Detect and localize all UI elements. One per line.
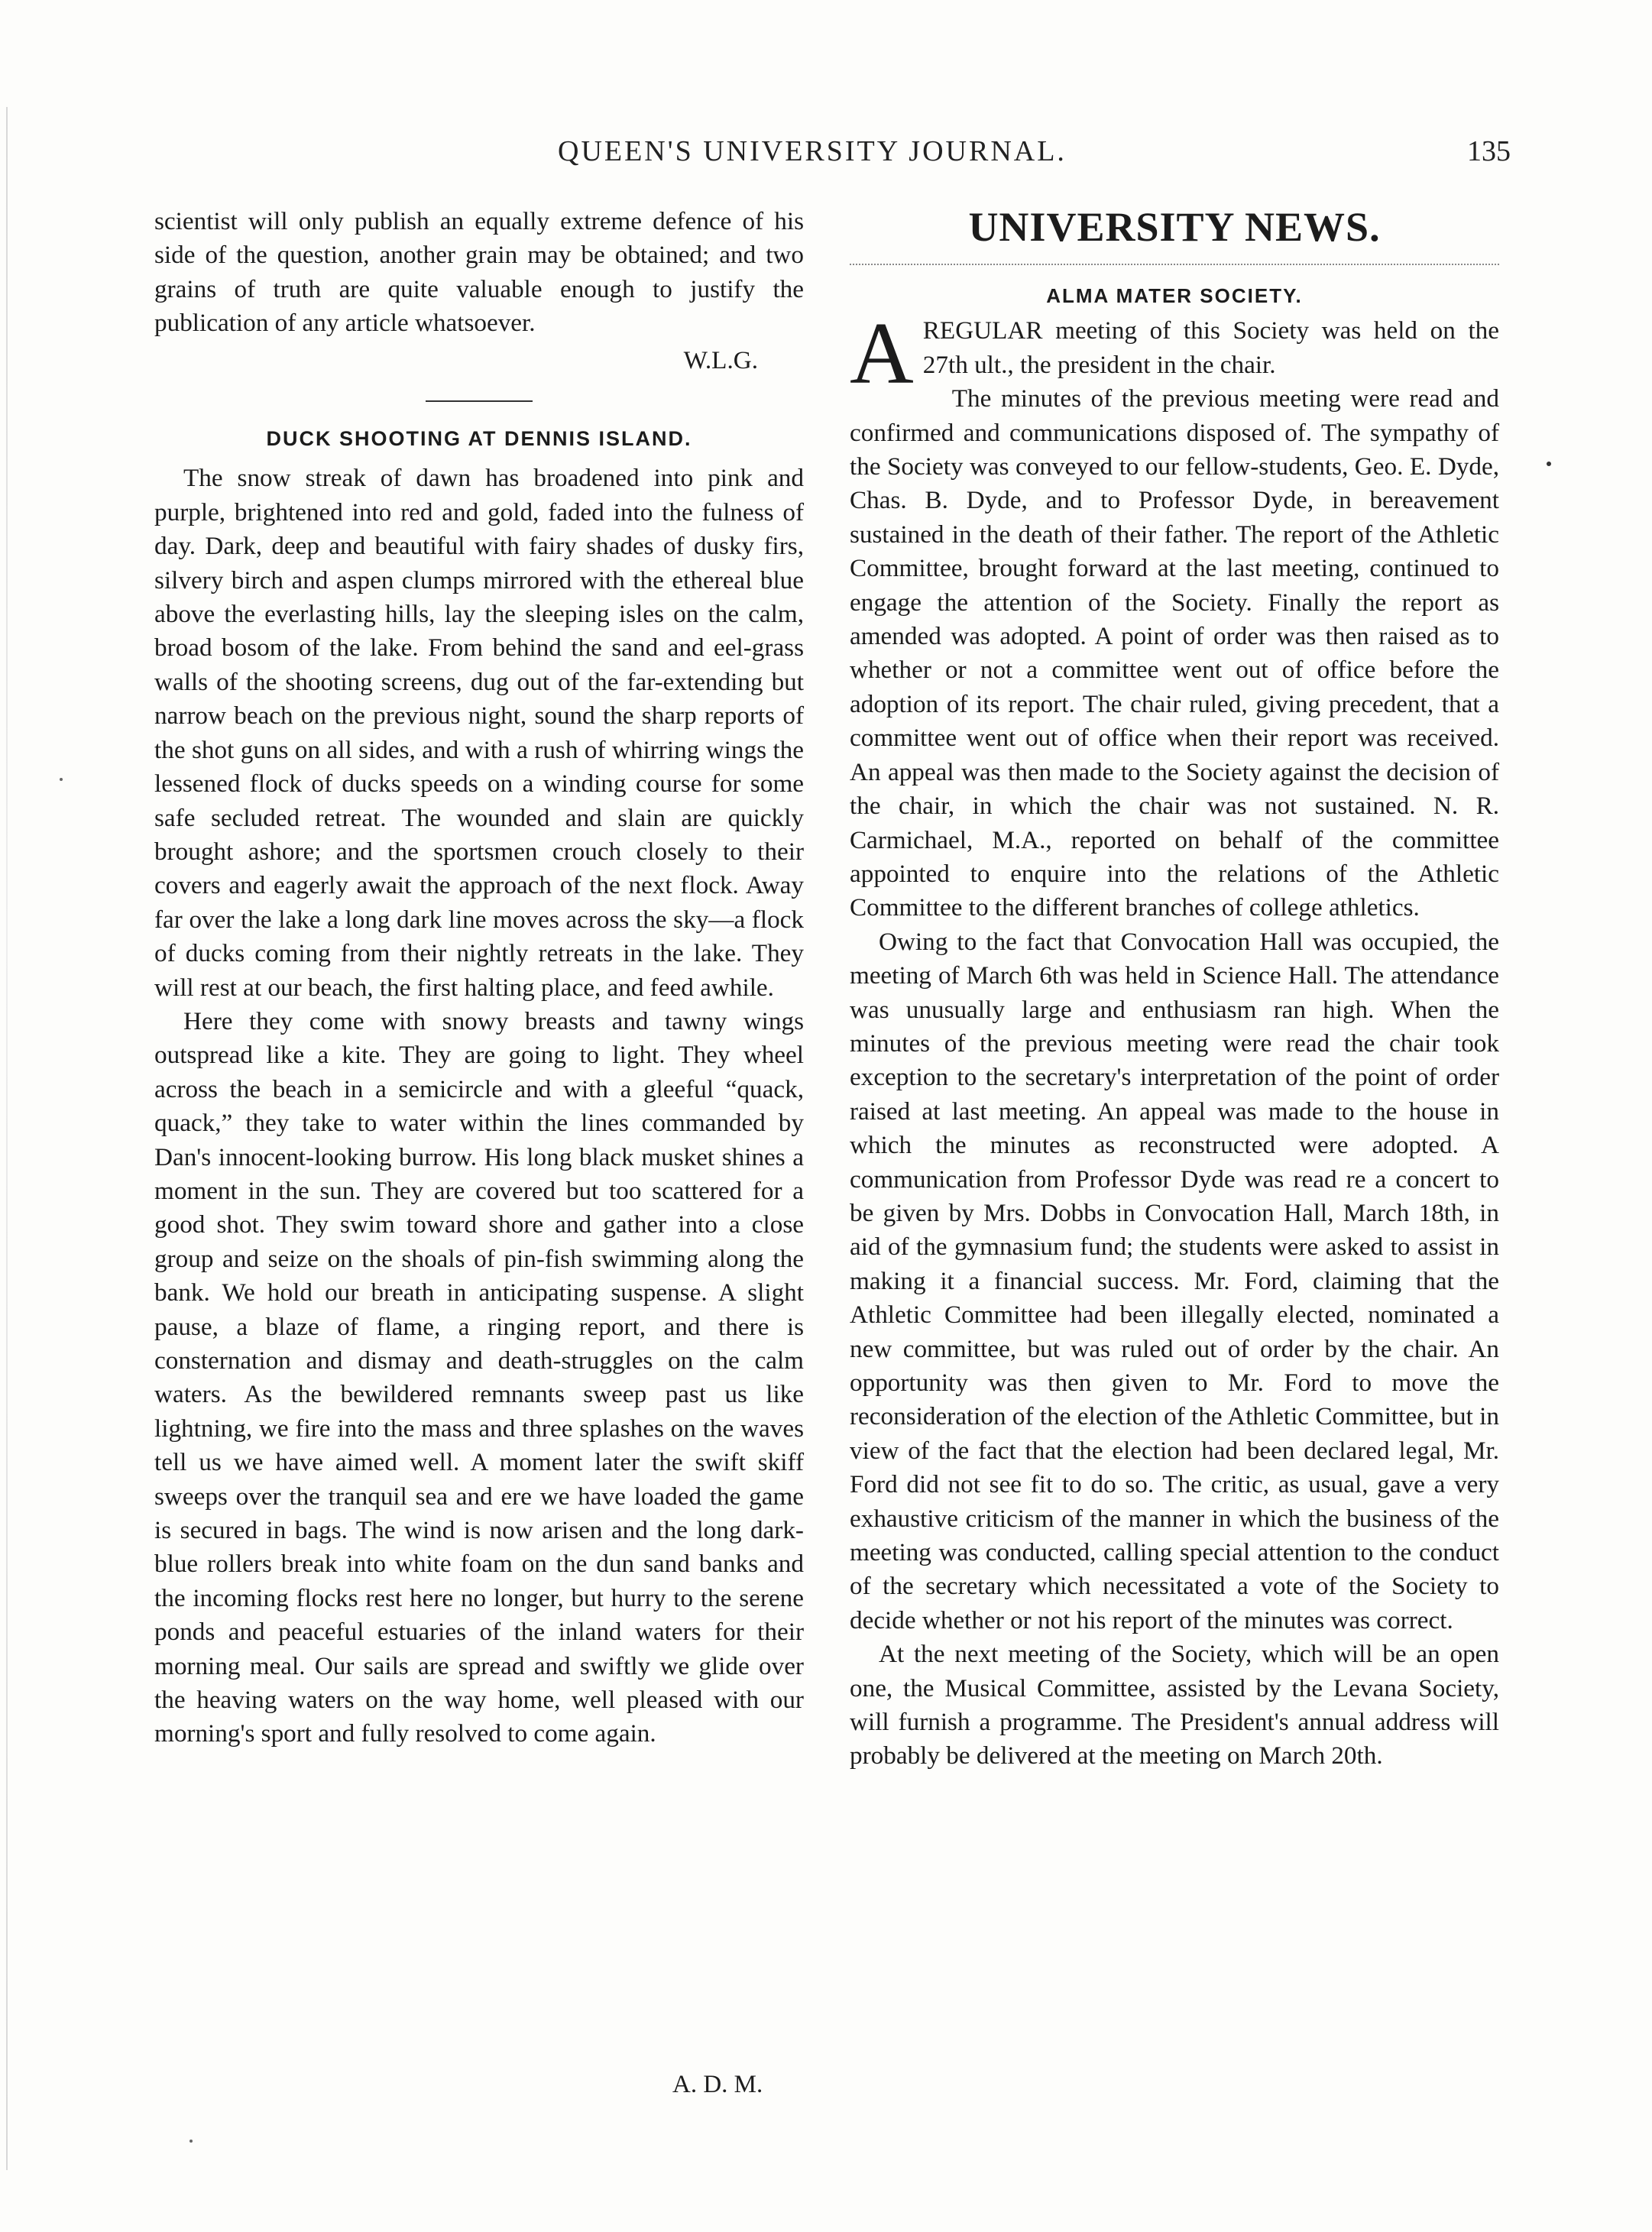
section-divider xyxy=(850,264,1499,265)
lead-word: REGULAR xyxy=(922,316,1043,345)
page-number: 135 xyxy=(1467,135,1511,167)
news-paragraph: The minutes of the previous meeting were read and confirmed and communications disposed of. The sympathy of the Society was conveyed to our fellow-students, Geo. E. Dyde, Chas. B. Dyde, and to Professor Dyde, in bereavement sustained in the death of their father. The report of the Athletic Committee, brought forward at the last meeting, continued to engage the attention of the Society. Finally the report as amended was adopted. A point of order was then raised as to whether or not a committee went out of office before the adoption of its report. The chair ruled, giving precedent, that a committee went out of office when their report was received. An appeal was then made to the Society against the decision of the chair, in which the chair was not sustained. N. R. Carmichael, M.A., reported on behalf of the committee appointed to enquire into the relations of the Athletic Committee to the different branches of college athletics. xyxy=(850,384,1499,922)
article-title: DUCK SHOOTING AT DENNIS ISLAND. xyxy=(266,427,692,451)
section-title: UNIVERSITY NEWS. xyxy=(968,204,1381,250)
print-speck xyxy=(189,2140,193,2143)
news-lead-paragraph xyxy=(850,305,1500,403)
running-title: QUEEN'S UNIVERSITY JOURNAL. xyxy=(558,135,1067,167)
right-column xyxy=(850,202,1499,1774)
lead-text: meeting of this Society was held on the 27th ult., the president in the chair. xyxy=(922,316,1500,379)
subsection-title: ALMA MATER SOCIETY. xyxy=(1046,284,1303,307)
left-column xyxy=(154,205,804,1751)
news-paragraph: At the next meeting of the Society, which will be an open one, the Musical Committee, assisted by the Levana Society, will furnish a programme. The President's annual address will probably be delivered at the meeting on March 20th. xyxy=(850,1640,1499,1770)
page-edge-line xyxy=(6,107,8,2170)
article-paragraph: Here they come with snowy breasts and tawny wings outspread like a kite. They are going to light. They wheel across the beach in a semicircle and with a gleeful “quack, quack,” they take to water within the lines commanded by Dan's innocent-looking burrow. His long black musket shines a moment in the sun. They are covered but too scattered for a good shot. They swim toward shore and gather into a close group and seize on the shoals of pin-fish swimming along the bank. We hold our breath in anticipating suspense. A slight pause, a blaze of flame, a ringing report, and there is consternation and dismay and death-struggles on the calm waters. As the bewildered remnants sweep past us like lightning, we fire into the mass and three splashes on the waves tell us we have aimed well. A moment later the swift skiff sweeps over the tranquil sea and ere we have loaded the game is secured in bags. The wind is now arisen and the long dark-blue rollers break into white foam on the dun sand banks and the incoming flocks rest here no longer, but hurry to the serene ponds and peaceful estuaries of the inland waters for their morning meal. Our sails are spread and swiftly we glide over the heaving waters on the way home, well pleased with our morning's sport and fully resolved to come again. xyxy=(154,1006,804,1748)
article-signature: A. D. M. xyxy=(672,2071,763,2098)
continuation-signature: W.L.G. xyxy=(683,345,758,374)
drop-cap: A xyxy=(850,305,914,403)
news-paragraph: Owing to the fact that Convocation Hall was occupied, the meeting of March 6th was held in Science Hall. The attendance was unusually large and enthusiasm ran high. When the minutes of the previous meeting were read the chair took exception to the secretary's interpretation of the point of order raised at last meeting. An appeal was made to the house in which the minutes as reconstructed were adopted. A communication from Professor Dyde was read re a concert to be given by Mrs. Dobbs in Convocation Hall, March 18th, in aid of the gymnasium fund; the students were asked to assist in making it a financial success. Mr. Ford, claiming that the Athletic Committee had been illegally elected, nominated a new committee, but was ruled out of order by the chair. An opportunity was then given to Mr. Ford to move the reconsideration of the election of the Athletic Committee, but in view of the fact that the election had been declared legal, Mr. Ford did not see fit to do so. The critic, as usual, gave a very exhaustive criticism of the manner in which the business of the meeting was conducted, calling special attention to the conduct of the secretary which necessitated a vote of the Society to decide whether or not his report of the minutes was correct. xyxy=(850,927,1499,1634)
continued-text: scientist will only publish an equally extreme defence of his side of the question, another grain may be obtained; and two grains of truth are quite valuable enough to justify the publication of any article whatsoever. xyxy=(154,207,804,338)
article-paragraph: The snow streak of dawn has broadened into pink and purple, brightened into red and gold, faded into the fulness of day. Dark, deep and beautiful with fairy shades of dusky firs, silvery birch and aspen clumps mirrored with the ethereal blue above the everlasting hills, lay the sleeping isles on the calm, broad bosom of the lake. From behind the sand and eel-grass walls of the shooting screens, dug out of the far-extending but narrow beach on the previous night, sound the sharp reports of the shot guns on all sides, and with a rush of whirring wings the lessened flock of ducks speeds on a winding course for some safe secluded retreat. The wounded and slain are quickly brought ashore; and the sportsmen crouch closely to their covers and eagerly await the approach of the next flock. Away far over the lake a long dark line moves across the sky—a flock of ducks coming from their nightly retreats in the lake. They will rest at our beach, the first halting place, and feed awhile. xyxy=(154,464,804,1002)
article-divider xyxy=(426,400,533,402)
margin-dot xyxy=(1547,462,1551,466)
print-speck xyxy=(60,778,63,781)
